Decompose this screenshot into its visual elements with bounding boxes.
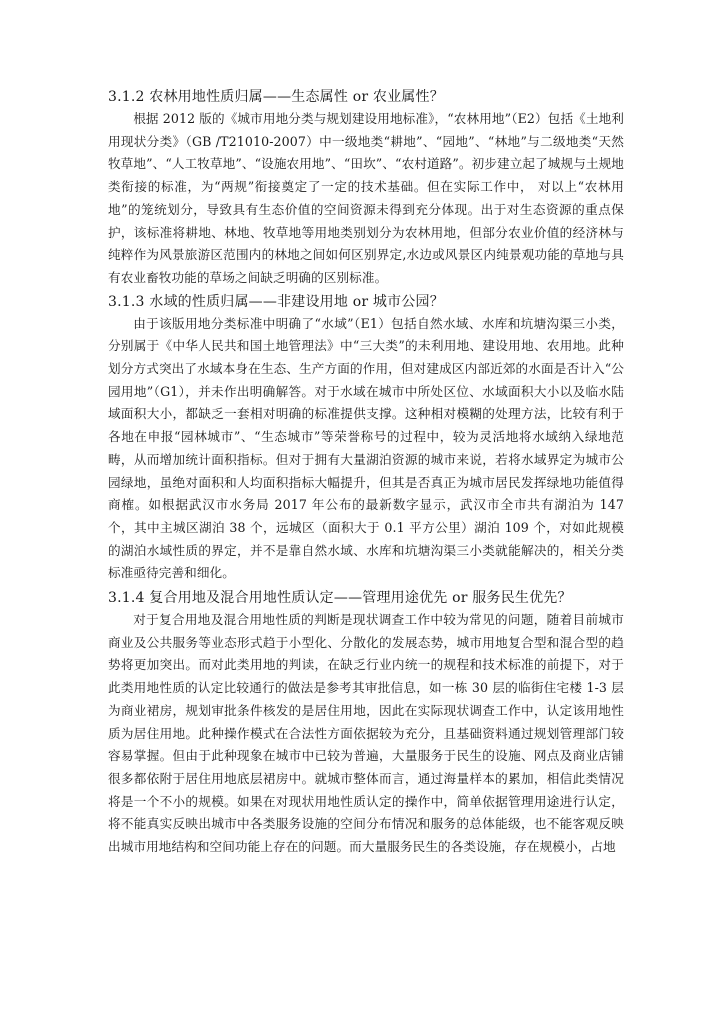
section-3-1-3 (108, 291, 624, 585)
section-paragraph: 根据 2012 版的《城市用地分类与规划建设用地标准》，“农林用地”（E2）包括《土地利用现状分类》（GB /T21010-2007）中一级地类“耕地”、“园地”、“林地”与二级地类“天然牧草地”、“人工牧草地”、“设施农用地”、“田坎”、“农村道路”。初步建立起了城规与土规地类衔接的标准，为“两规”衔接奠定了一定的技术基础。但在实际工作中， 对以上“农林用地”的笼统划分，导致具有生态价值的空间资源未得到充分体现。出于对生态资源的重点保护，该标准将耕地、林地、牧草地等用地类别划分为农林用地，但部分农业价值的经济林与纯粹作为风景旅游区范围内的林地之间如何区别界定,水边或风景区内纯景观功能的草地与具有农业畜牧功能的草场之间缺乏明确的区别标准。 (108, 111, 624, 285)
section-3-1-4 (108, 587, 624, 859)
section-paragraph: 由于该版用地分类标准中明确了“水域”（E1）包括自然水域、水库和坑塘沟渠三小类，分别属于《中华人民共和国土地管理法》中“三大类”的未利用地、建设用地、农用地。此种划分方式突出了水域本身在生态、生产方面的作用，但对建成区内部近郊的水面是否计入“公园用地”（G1），并未作出明确解答。对于水域在城市中所处区位、水域面积大小以及临水陆域面积大小，都缺乏一套相对明确的标准提供支撑。这种相对模糊的处理方法，比较有利于各地在申报“园林城市”、“生态城市”等荣誉称号的过程中，较为灵活地将水域纳入绿地范畴，从而增加统计面积指标。但对于拥有大量湖泊资源的城市来说，若将水域界定为城市公园绿地，虽绝对面积和人均面积指标大幅提升，但其是否真正为城市居民发挥绿地功能值得商榷。如根据武汉市水务局 2017 年公布的最新数字显示，武汉市全市共有湖泊为 147 个，其中主城区湖泊 38 个，远城区（面积大于 0.1 平方公里）湖泊 109 个，对如此规模的湖泊水域性质的界定，并不是靠自然水域、水库和坑塘沟渠三小类就能解决的，相关分类标准亟待完善和细化。 (108, 315, 624, 581)
section-heading: 3.1.4 复合用地及混合用地性质认定——管理用途优先 or 服务民生优先？ (108, 590, 572, 607)
section-paragraph: 对于复合用地及混合用地性质的判断是现状调查工作中较为常见的问题，随着目前城市商业及公共服务等业态形式趋于小型化、分散化的发展态势，城市用地复合型和混合型的趋势将更加突出。而对此类用地的判读，在缺乏行业内统一的规程和技术标准的前提下，对于此类用地性质的认定比较通行的做法是参考其审批信息，如一栋 30 层的临街住宅楼 1-3 层为商业裙房，规划审批条件核发的是居住用地，因此在实际现状调查工作中，认定该用地性质为居住用地。此种操作模式在合法性方面依据较为充分，且基础资料通过规划管理部门较容易掌握。但由于此种现象在城市中已较为普遍，大量服务于民生的设施、网点及商业店铺很多都依附于居住用地底层裙房中。就城市整体而言，通过海量样本的累加，相信此类情况将是一个不小的规模。如果在对现状用地性质认定的操作中，简单依据管理用途进行认定，将不能真实反映出城市中各类服务设施的空间分布情况和服务的总体能级，也不能客观反映出城市用地结构和空间功能上存在的问题。而大量服务民生的各类设施，存在规模小，占地 (108, 612, 624, 855)
document-page (108, 86, 624, 859)
section-heading: 3.1.3 水域的性质归属——非建设用地 or 城市公园？ (108, 293, 444, 310)
section-heading: 3.1.2 农林用地性质归属——生态属性 or 农业属性？ (108, 89, 444, 105)
section-3-1-2 (108, 86, 624, 290)
